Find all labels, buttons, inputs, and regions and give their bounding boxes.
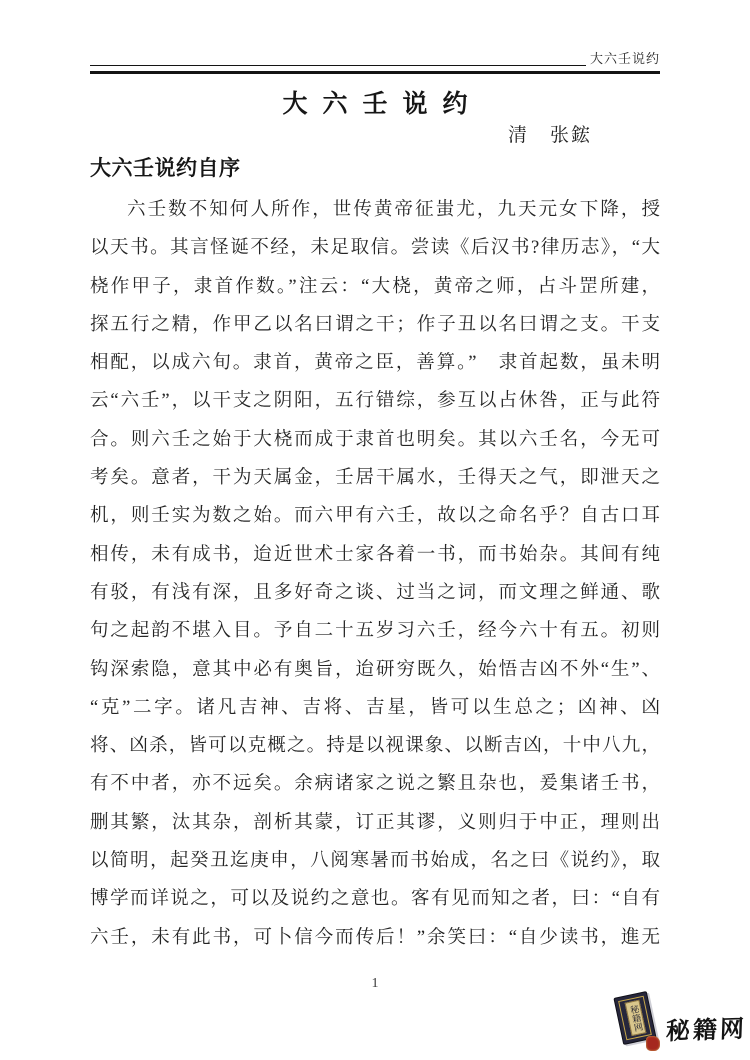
body-line: 以简明，起癸丑迄庚申，八阅寒暑而书始成，名之曰《说约》，取 — [90, 851, 660, 872]
body-line: 钩深索隐，意其中必有奥旨，迨研穷既久，始悟吉凶不外“生”、 — [90, 659, 660, 680]
body-line: 句之起韵不堪入目。予自二十五岁习六壬，经今六十有五。初则 — [90, 621, 660, 642]
body-line: “克”二字。诸凡吉神、吉将、吉星，皆可以生总之；凶神、凶 — [90, 697, 660, 718]
site-watermark — [610, 990, 750, 1060]
body-line: 桡作甲子，隶首作数。”注云：“大桡，黄帝之师，占斗罡所建， — [90, 276, 660, 297]
body-line: 以天书。其言怪诞不经，未足取信。尝读《后汉书?律历志》，“大 — [90, 238, 660, 259]
body-line: 有驳，有浅有深，且多好奇之谈、过当之词，而文理之鲜通、歌 — [90, 582, 660, 603]
body-line: 探五行之精，作甲乙以名曰谓之干；作子丑以名曰谓之支。干支 — [90, 314, 660, 335]
header-rule-thin — [90, 65, 586, 66]
running-title: 大六壬说约 — [589, 51, 660, 66]
body-line: 合。则六壬之始于大桡而成于隶首也明矣。其以六壬名，今无可 — [90, 429, 660, 450]
header-rule-thick — [90, 71, 660, 74]
body-line: 相传，未有成书，迨近世术士家各着一书，而书始杂。其间有纯 — [90, 544, 660, 565]
body-paragraph — [90, 191, 660, 957]
body-line: 云“六壬”，以干支之阴阳，五行错综，参互以占休咎，正与此符 — [90, 391, 660, 412]
body-line: 有不中者，亦不远矣。余病诸家之说之繁且杂也，爰集诸壬书， — [90, 774, 660, 795]
seal-icon — [646, 1036, 660, 1051]
body-line: 将、凶杀，皆可以克概之。持是以视课象、以断吉凶，十中八九， — [90, 736, 660, 757]
body-line: 删其繁，汰其杂，剖析其蒙，订正其谬，义则归于中正，理则出 — [90, 812, 660, 833]
watermark-site-name: 秘籍网 — [665, 1016, 748, 1046]
body-line: 博学而详说之，可以及说约之意也。客有见而知之者，曰：“自有 — [90, 889, 660, 910]
body-line: 考矣。意者，干为天属金，壬居干属水，壬得天之气，即泄天之 — [90, 468, 660, 489]
body-line: 六壬，未有此书，可卜信今而传后！”余笑曰：“自少读书，進无 — [90, 927, 660, 948]
body-line: 六壬数不知何人所作，世传黄帝征蚩尤，九天元女下降，授 — [127, 200, 660, 220]
document-title: 大六壬说约 — [282, 91, 483, 118]
body-line: 机，则壬实为数之始。而六甲有六壬，故以之命名乎？自古口耳 — [90, 506, 660, 527]
book-cover-label: 秘籍网 — [625, 1000, 647, 1036]
author-byline: 清 张鋐 — [507, 125, 592, 146]
body-line: 相配，以成六旬。隶首，黄帝之臣，善算。” 隶首起数，虽未明 — [90, 353, 660, 374]
section-heading: 大六壬说约自序 — [90, 157, 241, 180]
page-header — [90, 46, 660, 74]
page-number: 1 — [371, 976, 379, 991]
